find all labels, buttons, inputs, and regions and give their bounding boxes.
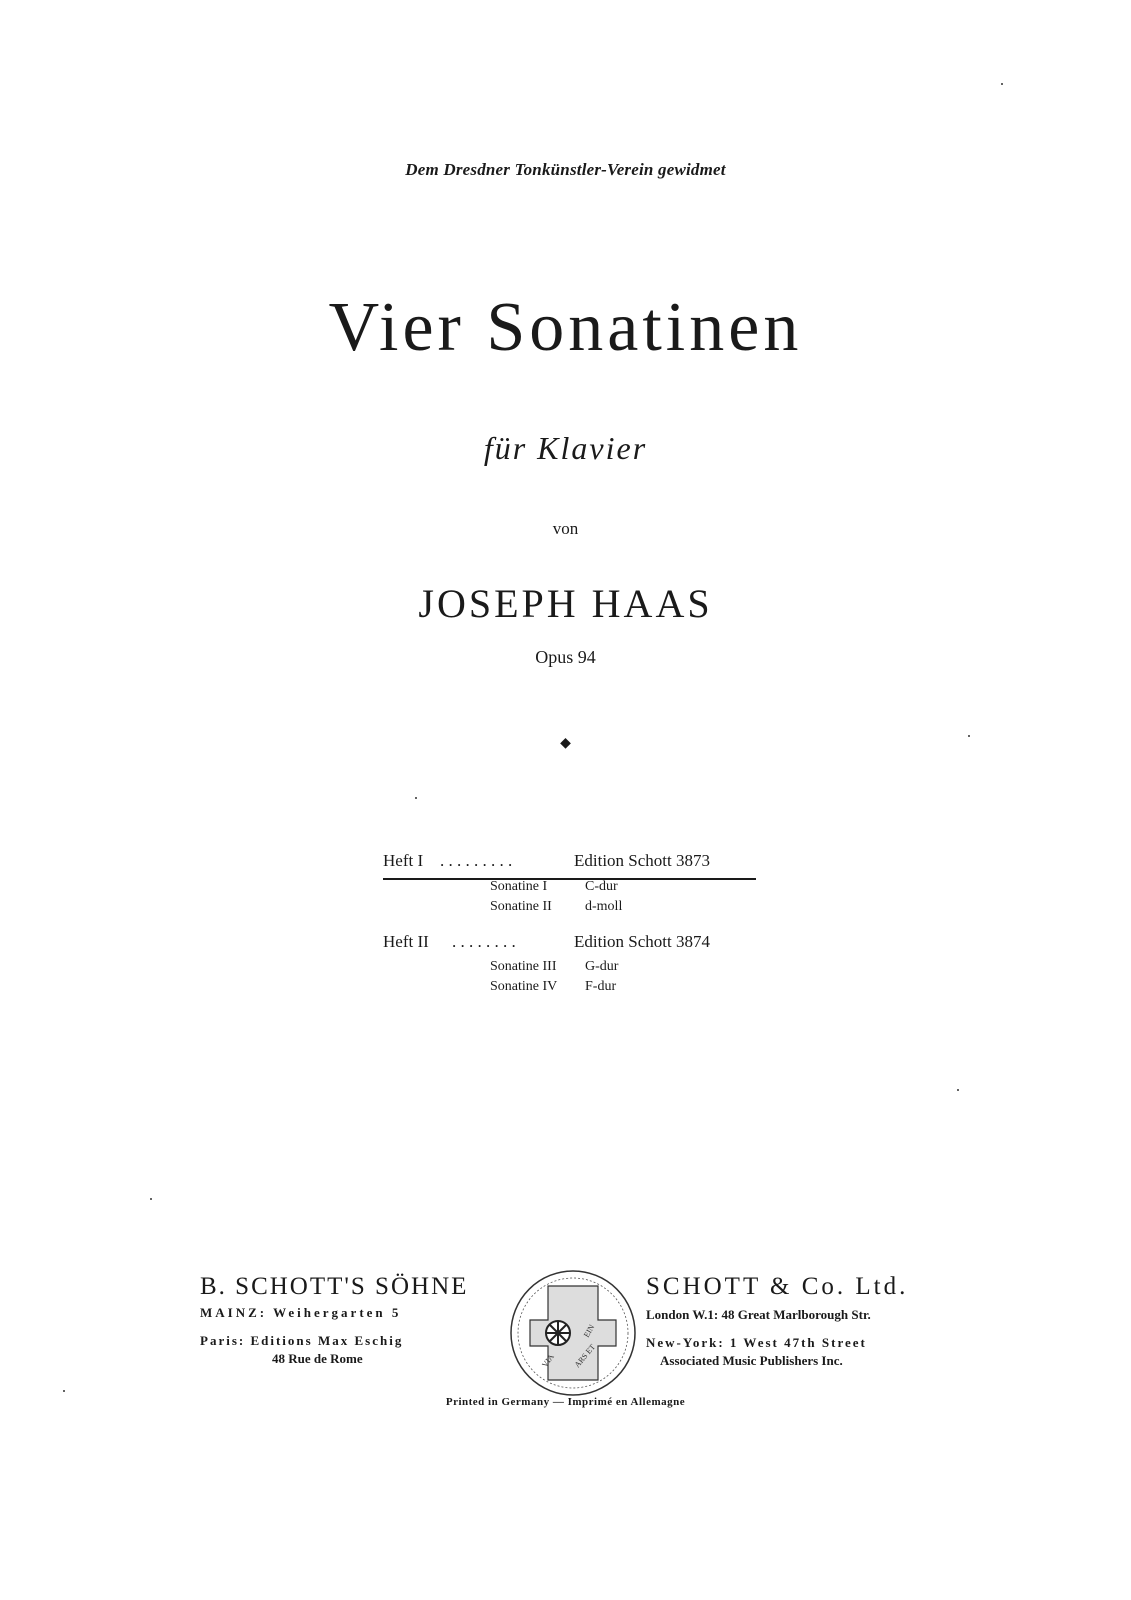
diamond-ornament-icon: ◆ <box>560 736 571 751</box>
publisher-london-address: London W.1: 48 Great Marlborough Str. <box>646 1307 871 1322</box>
work-title: Vier Sonatinen <box>328 289 803 366</box>
svg-text:ARS ET: ARS ET <box>572 1342 598 1370</box>
sonatine-1-key: C-dur <box>585 879 618 894</box>
sonatine-1-name: Sonatine I <box>490 879 548 894</box>
scan-speck <box>1001 83 1003 85</box>
publisher-paris-address: 48 Rue de Rome <box>272 1351 363 1366</box>
heft-1-edition: Edition Schott 3873 <box>574 851 710 870</box>
scan-speck <box>415 797 417 799</box>
publisher-mainz-name: B. SCHOTT'S SÖHNE <box>200 1273 469 1300</box>
heft-1-underline <box>383 878 756 880</box>
publisher-newyork-company: Associated Music Publishers Inc. <box>660 1353 843 1368</box>
publisher-seal-logo-icon <box>508 1268 638 1398</box>
scan-speck <box>150 1198 152 1200</box>
publisher-newyork-address: New-York: 1 West 47th Street <box>646 1335 867 1350</box>
publisher-london-name: SCHOTT & Co. Ltd. <box>646 1273 909 1300</box>
sonatine-4-name: Sonatine IV <box>490 979 558 994</box>
printed-in-germany: Printed in Germany — Imprimé en Allemagne <box>445 1396 686 1408</box>
sonatine-3-key: G-dur <box>585 959 619 974</box>
scan-speck <box>63 1390 65 1392</box>
opus-number: Opus 94 <box>535 647 596 667</box>
scan-speck <box>968 735 970 737</box>
sonatine-3-name: Sonatine III <box>490 959 557 974</box>
heft-2-dots: . . . . . . . . <box>452 932 516 951</box>
composer-name: JOSEPH HAAS <box>418 581 713 626</box>
sonatine-2-name: Sonatine II <box>490 899 552 914</box>
publisher-paris-line: Paris: Editions Max Eschig <box>200 1333 404 1348</box>
dedication: Dem Dresdner Tonkünstler-Verein gewidmet <box>405 160 726 179</box>
heft-1-label: Heft I <box>383 851 424 870</box>
by-line: von <box>552 519 579 538</box>
scan-speck <box>957 1089 959 1091</box>
publisher-mainz-address: MAINZ: Weihergarten 5 <box>200 1305 402 1320</box>
work-subtitle: für Klavier <box>483 430 648 466</box>
sonatine-2-key: d-moll <box>585 899 623 914</box>
svg-text:VIA: VIA <box>540 1352 556 1370</box>
heft-1-dots: . . . . . . . . . <box>440 851 513 870</box>
heft-2-label: Heft II <box>383 932 429 951</box>
svg-text:EIN: EIN <box>581 1322 597 1339</box>
heft-2-edition: Edition Schott 3874 <box>574 932 710 951</box>
sonatine-4-key: F-dur <box>585 979 617 994</box>
